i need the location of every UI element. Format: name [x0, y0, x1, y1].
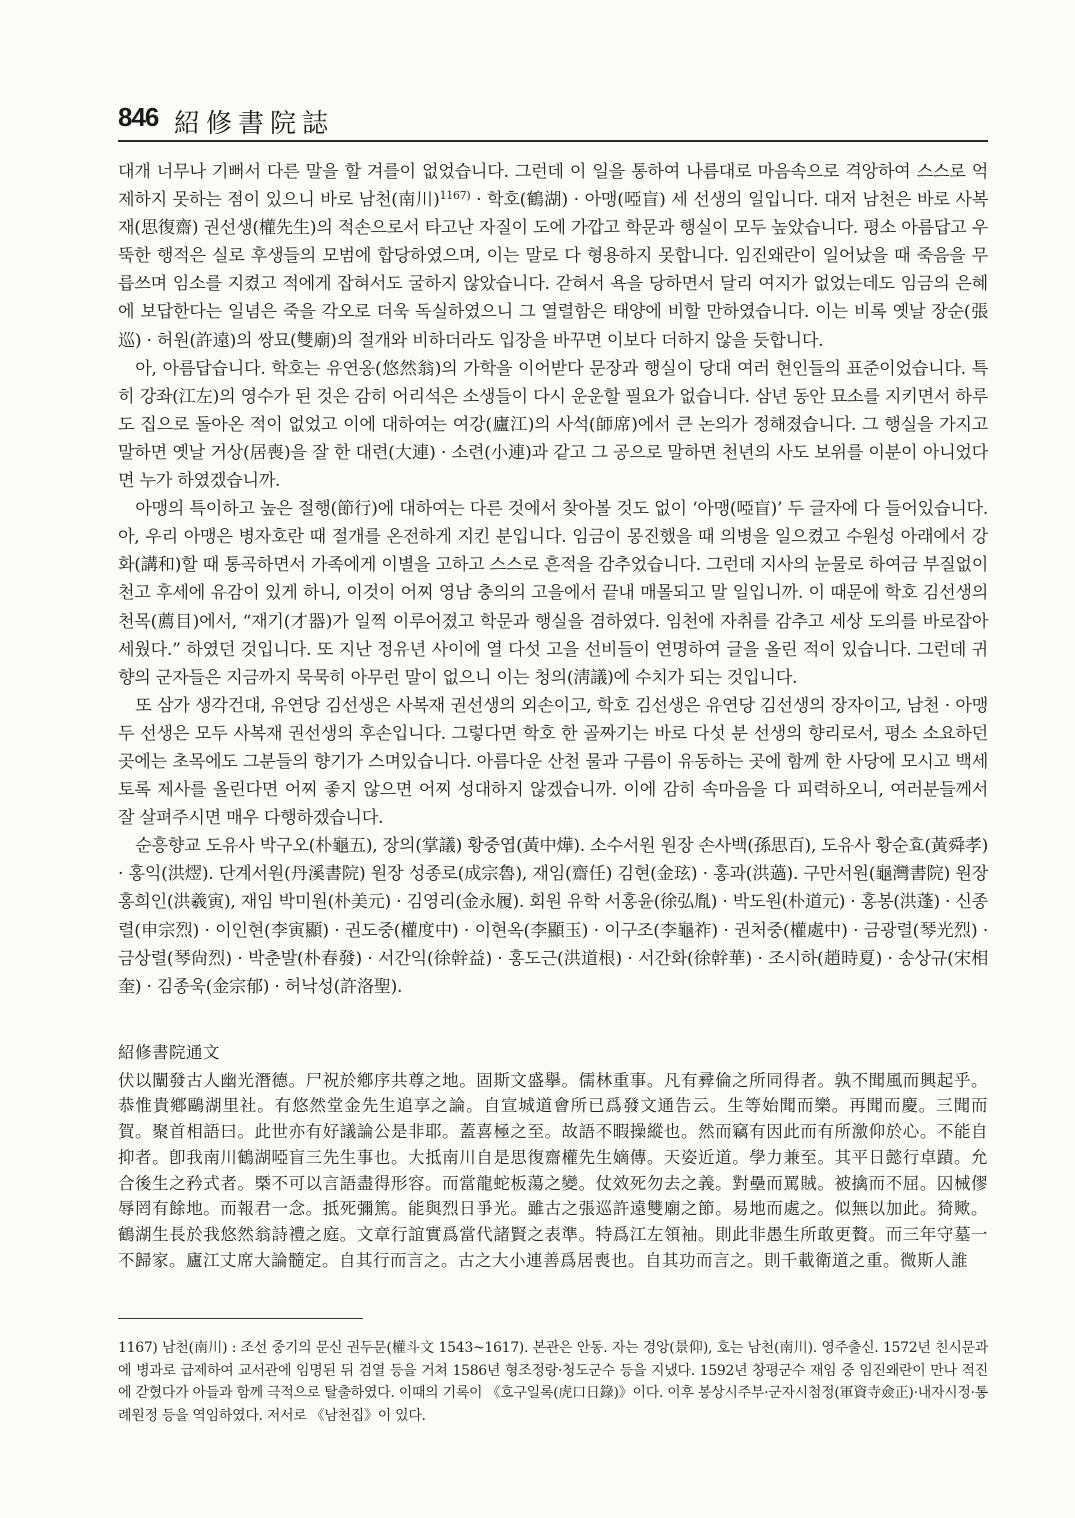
page-number: 846 — [118, 102, 159, 132]
paragraph-2: 아, 아름답습니다. 학호는 유연옹(悠然翁)의 가학을 이어받다 문장과 행실이 당대 여러 현인들의 표준이었습니다. 특히 강좌(江左)의 영수가 된 것은 감히 어리석은 소생들이 다시 운운할 필요가 없습니다. 삼년 동안 묘소를 지키면서 하루도 집으로 돌아온 적이 없었고 이에 대하여는 여강(廬江)의 사석(師席)에서 큰 논의가 정해졌습니다. 그 행실을 가지고 말하면 옛날 거상(居喪)을 잘 한 대련(大連) · 소련(小連)과 같고 그 공으로 말하면 천년의 사도 보위를 이분이 아니었다면 누가 하였겠습니까. — [118, 358, 988, 492]
page-header — [118, 100, 988, 142]
footnote-divider — [118, 1318, 363, 1319]
paragraph-4: 또 삼가 생각건대, 유연당 김선생은 사복재 권선생의 외손이고, 학호 김선생은 유연당 김선생의 장자이고, 남천 · 아맹 두 선생은 모두 사복재 권선생의 후손입니다. 그렇다면 학호 한 골짜기는 바로 다섯 분 선생의 향리로서, 평소 소요하던 곳에는 초목에도 그분들의 향기가 스며있습니다. 아름다운 산천 물과 구름이 유동하는 곳에 함께 한 사당에 모시고 백세토록 제사를 올린다면 어찌 좋지 않으면 어찌 성대하지 않겠습니까. 이에 감히 속마음을 다 피력하오니, 여러분들께서 잘 살펴주시면 매우 다행하겠습니다. — [118, 695, 988, 829]
paragraph-3: 아맹의 특이하고 높은 절행(節行)에 대하여는 다른 것에서 찾아볼 것도 없이 ‘아맹(啞盲)’ 두 글자에 다 들어있습니다. 아, 우리 아맹은 병자호란 때 절개를 온전하게 지킨 분입니다. 임금이 몽진했을 때 의병을 일으켰고 수원성 아래에서 강화(講和)할 때 통곡하면서 가족에게 이별을 고하고 스스로 흔적을 감추었습니다. 그런데 지사의 눈물로 하여금 부질없이 천고 후세에 유감이 있게 하니, 이것이 어찌 영남 충의의 고을에서 끝내 매몰되고 말 일입니까. 이 때문에 학호 김선생의 천목(薦目)에서, “재기(才器)가 일찍 이루어졌고 학문과 행실을 겸하였다. 임천에 자취를 감추고 세상 도의를 바로잡아 세웠다.” 하였던 것입니다. 또 지난 정유년 사이에 열 다섯 고을 선비들이 연명하여 글을 올린 적이 있습니다. 그런데 귀향의 군자들은 지금까지 묵묵히 아무런 말이 없으니 이는 청의(淸議)에 수치가 되는 것입니다. — [118, 499, 988, 688]
section-title: 紹修書院通文 — [118, 1043, 220, 1062]
footnote: 1167) 남천(南川) : 조선 중기의 문신 권두문(權斗文 1543~1617). 본관은 안동. 자는 경앙(景仰), 호는 남천(南川). 영주출신. 1572년 친시문과에 병과로 급제하여 교서관에 임명된 뒤 검열 등을 거쳐 1586년 형조정랑·청도군수 등을 지냈다. 1592년 창평군수 재임 중 임진왜란이 만나 적진에 갇혔다가 아들과 함께 극적으로 탈출하였다. 이때의 기록이 《호구일록(虎口日錄)》이다. 이후 봉상시주부·군자시첨정(軍資寺僉正)·내자시정·통례원정 등을 역임하였다. 저서로 《남천집》이 있다. — [118, 1340, 988, 1424]
paragraph-1-post: · 학호(鶴湖) · 아맹(啞盲) 세 선생의 일입니다. 대저 남천은 바로 사복재(思復齋) 권선생(權先生)의 적손으로서 타고난 자질이 도에 가깝고 학문과 행실이 모두 높았습니다. 평소 아름답고 우뚝한 행적은 실로 후생들의 모범에 합당하였으며, 이는 말로 다 형용하지 못합니다. 임진왜란이 일어났을 때 죽음을 무릅쓰며 임소를 지켰고 적에게 잡혀서도 굴하지 않았습니다. 갇혀서 욕을 당하면서 달리 여지가 없었는데도 임금의 은혜에 보답한다는 일념은 죽을 각오로 더욱 독실하였으니 그 열렬함은 태양에 비할 만하였습니다. 이는 비록 옛날 장순(張巡) · 허원(許遠)의 쌍묘(雙廟)의 절개와 비하더라도 입장을 바꾸면 이보다 더하지 않을 듯합니다. — [118, 190, 989, 351]
main-body — [118, 158, 988, 1001]
book-title: 紹修書院誌 — [174, 109, 335, 139]
classical-text: 伏以闡發古人幽光潛德。尸祝於鄕序共尊之地。固斯文盛擧。儒林重事。凡有彛倫之所同得者。孰不聞風而興起乎。恭惟貴鄕鷗湖里社。有悠然堂金先生追享之論。自宣城道會所已爲發文通告云。生等始聞而樂。再聞而慶。三聞而賀。聚首相語曰。此世亦有好議論公是非耶。蓋喜極之至。故語不暇操縱也。然而竊有因此而有所激仰於心。不能自抑者。卽我南川鶴湖啞盲三先生事也。大抵南川自是思復齋權先生嫡傳。天姿近道。學力兼至。其平日懿行卓蹟。允合後生之矜式者。槩不可以言語盡得形容。而當龍蛇板蕩之變。仗效死勿去之義。對壘而罵賊。被擒而不屈。囚械僇辱罔有餘地。而報君一念。抵死彌篤。能與烈日爭光。雖古之張巡許遠雙廟之節。易地而處之。似無以加此。猗歟。鶴湖生長於我悠然翁詩禮之庭。文章行誼實爲當代諸賢之表準。特爲江左領袖。則此非愚生所敢更贅。而三年守墓一不歸家。廬江丈席大論髓定。自其行而言之。古之大小連善爲居喪也。自其功而言之。則千載衛道之重。微斯人誰 — [118, 1070, 988, 1270]
paragraph-5-signatories: 순흥향교 도유사 박구오(朴龜五), 장의(掌議) 황중엽(黃中燁). 소수서원 원장 손사백(孫思百), 도유사 황순효(黃舜孝) · 홍익(洪熤). 단계서원(丹溪書院) 원장 성종로(成宗魯), 재임(齋任) 김현(金玹) · 홍과(洪薖). 구만서원(龜灣書院) 원장 홍희인(洪羲寅), 재임 박미원(朴美元) · 김영리(金永履). 회원 유학 서홍윤(徐弘胤) · 박도원(朴道元) · 홍봉(洪蓬) · 신종렬(申宗烈) · 이인현(李寅顯) · 권도중(權度中) · 이현옥(李顯玉) · 이구조(李龜祚) · 권처중(權處中) · 금광렬(琴光烈) · 금상렬(琴尙烈) · 박춘발(朴春發) · 서간익(徐幹益) · 홍도근(洪道根) · 서간화(徐幹華) · 조시하(趙時夏) · 송상규(宋相奎) · 김종욱(金宗郁) · 허낙성(許洛聖). — [118, 836, 988, 997]
footnote-ref: 1167) — [439, 189, 471, 203]
paragraph-1 — [118, 158, 988, 355]
paragraph-1-pre: 대개 너무나 기뻐서 다른 말을 할 겨를이 없었습니다. 그런데 이 일을 통하여 나름대로 마음속으로 격앙하여 스스로 억제하지 못하는 점이 있으니 바로 남천(南川) — [118, 162, 988, 211]
classical-text-section — [118, 1040, 988, 1273]
